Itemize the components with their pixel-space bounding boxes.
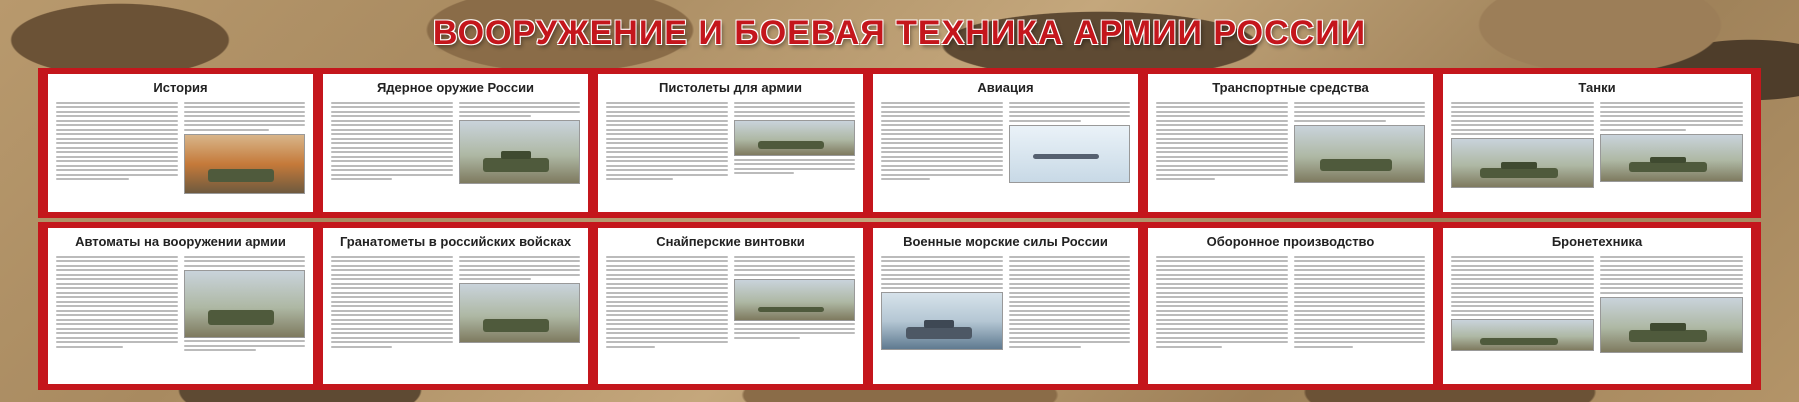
photo-warship <box>881 292 1003 350</box>
photo-armored-vehicle <box>1451 319 1594 351</box>
text-column <box>1156 99 1288 183</box>
panel-heading: Ядерное оружие России <box>376 80 535 95</box>
panel-transport <box>1148 74 1433 212</box>
panel-heading: Автоматы на вооружении армии <box>75 234 286 249</box>
photo-soldier <box>184 134 306 194</box>
photo-missile-launcher <box>459 120 581 184</box>
text-column <box>881 253 1003 350</box>
text-column <box>1451 99 1594 188</box>
text-column <box>1009 253 1131 350</box>
panel-navy <box>873 228 1138 384</box>
panel-heading: История <box>153 80 208 95</box>
panel-heading: Транспортные средства <box>1212 80 1369 95</box>
text-column <box>459 253 581 350</box>
photo-fighter-jet <box>1009 125 1131 183</box>
photo-tank <box>1451 138 1594 188</box>
text-column <box>184 99 306 194</box>
photo-tank-2 <box>1600 134 1743 182</box>
text-column <box>56 253 178 354</box>
panel-heading: Снайперские винтовки <box>656 234 805 249</box>
text-column <box>1009 99 1131 183</box>
panel-armored-vehicles <box>1443 228 1751 384</box>
text-column <box>331 253 453 350</box>
page-title: ВООРУЖЕНИЕ И БОЕВАЯ ТЕХНИКА АРМИИ РОССИИ <box>432 14 1367 52</box>
panel-heading: Авиация <box>977 80 1034 95</box>
text-column <box>1294 253 1426 350</box>
text-column <box>1600 253 1743 353</box>
panel-heading: Пистолеты для армии <box>659 80 802 95</box>
top-panel-band <box>38 68 1761 218</box>
photo-sniper <box>734 279 856 321</box>
panel-pistols <box>598 74 863 212</box>
text-column <box>734 99 856 183</box>
text-column <box>606 253 728 350</box>
panel-heading: Оборонное производство <box>1206 234 1375 249</box>
panel-heading: Гранатометы в российских войсках <box>339 234 572 249</box>
panel-sniper-rifles <box>598 228 863 384</box>
panel-aviation <box>873 74 1138 212</box>
text-column <box>734 253 856 350</box>
panel-history <box>48 74 313 212</box>
text-column <box>1294 99 1426 183</box>
text-column <box>1156 253 1288 350</box>
text-column <box>459 99 581 184</box>
panel-heading: Танки <box>1578 80 1616 95</box>
text-column <box>1451 253 1594 353</box>
text-column <box>331 99 453 184</box>
panel-heading: Военные морские силы России <box>903 234 1108 249</box>
panel-grenade-launchers <box>323 228 588 384</box>
panel-assault-rifles <box>48 228 313 384</box>
photo-vehicles <box>734 120 856 156</box>
panel-defense-industry <box>1148 228 1433 384</box>
photo-grenade-launcher <box>459 283 581 343</box>
photo-apc <box>1600 297 1743 353</box>
text-column <box>606 99 728 183</box>
text-column <box>184 253 306 354</box>
text-column <box>1600 99 1743 188</box>
panel-tanks <box>1443 74 1751 212</box>
text-column <box>881 99 1003 183</box>
photo-soldiers <box>184 270 306 338</box>
panel-heading: Бронетехника <box>1551 234 1643 249</box>
panel-nuclear <box>323 74 588 212</box>
photo-military-truck <box>1294 125 1426 183</box>
text-column <box>56 99 178 194</box>
bottom-panel-band <box>38 222 1761 390</box>
